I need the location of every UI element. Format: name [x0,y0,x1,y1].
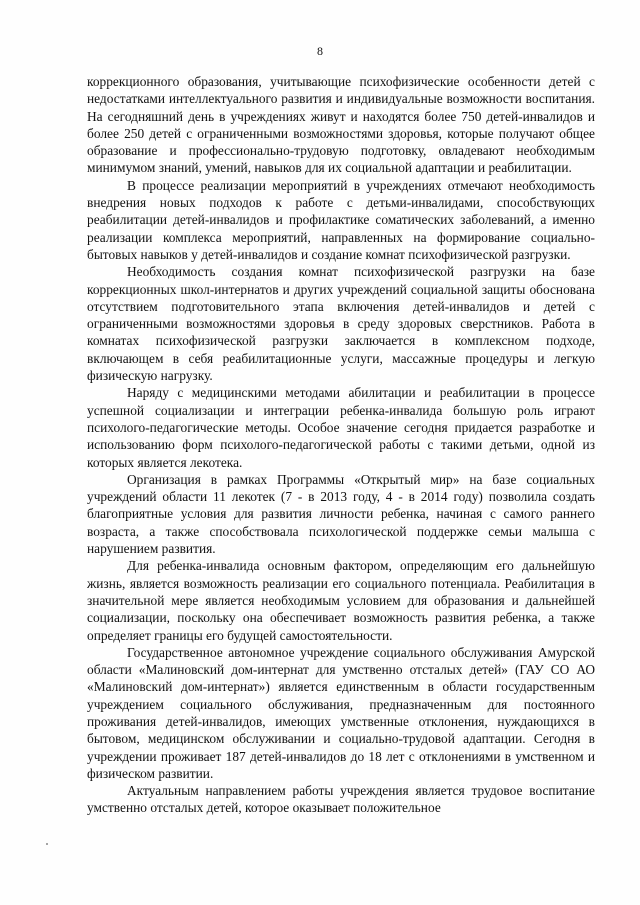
paragraph-psychological-methods: Наряду с медицинскими методами абилитации и реабилитации в процессе успешной социализации и интеграции ребенка-инвалида большую роль играют психолого-педагогические методы. Особое значение сегодня придается разработке и использованию форм психолого-педагогической работы с такими детьми, одной из которых является лекотека. [87,385,595,470]
paragraph-continued: коррекционного образования, учитывающие психофизические особенности детей с недостатками интеллектуального развития и индивидуальные возможности воспитания. На сегодняшний день в учреждениях живут и находятся более 750 детей-инвалидов и более 250 детей с ограниченными возможностями здоровья, которые получают общее образование и профессионально-трудовую подготовку, овладевают необходимым минимумом знаний, умений, навыков для их социальной адаптации и реабилитации. [87,74,595,176]
page-number: 8 [317,44,323,58]
paragraph-malinovsky-home: Государственное автономное учреждение социального обслуживания Амурской области «Малиновский дом-интернат для умственно отсталых детей» (ГАУ СО АО «Малиновский дом-интернат») является единственным в области государственным учреждением социального обслуживания, предназначенным для постоянного проживания детей-инвалидов, имеющих умственные отклонения, нуждающихся в бытовом, медицинском обслуживании и социально-трудовой адаптации. Сегодня в учреждении проживает 187 детей-инвалидов до 18 лет с отклонениями в умственном и физическом развитии. [87,644,595,781]
scan-dot-mark [46,843,48,845]
paragraph-relaxation-rooms: Необходимость создания комнат психофизической разгрузки на базе коррекционных школ-интернатов и других учреждений социальной защиты обоснована отсутствием подготовительного этапа включения детей-инвалидов и детей с ограниченными возможностями здоровья в среду здоровых сверстников. Работа в комнатах психофизической разгрузки заключается в комплексном подходе, включающем в себя реабилитационные услуги, массажные процедуры и легкую физическую нагрузку. [87,264,595,384]
paragraph-labor-education: Актуальным направлением работы учреждения является трудовое воспитание умственно отсталых детей, которое оказывает положительное [87,783,595,816]
paragraph-rehabilitation: Для ребенка-инвалида основным фактором, определяющим его дальнейшую жизнь, является возможность реализации его социального потенциала. Реабилитация в значительной мере является необходимым условием для образования и дальнейшей социализации, поскольку она обеспечивает возможность развития ребенка, а также определяет границы его будущей самостоятельности. [87,558,595,643]
paragraph-open-world-program: Организация в рамках Программы «Открытый мир» на базе социальных учреждений области 11 лекотек (7 - в 2013 году, 4 - в 2014 году) позволила создать благоприятные условия для развития личности ребенка, начиная с самого раннего возраста, а также способствовала психологической поддержке семьи малыша с нарушением развития. [87,471,595,557]
body-text [87,73,595,817]
paragraph-implementation-process: В процессе реализации мероприятий в учреждениях отмечают необходимость внедрения новых подходов к работе с детьми-инвалидами, способствующих реабилитации детей-инвалидов и профилактике соматических заболеваний, а именно реализации комплекса мероприятий, направленных на формирование социально-бытовых навыков у детей-инвалидов и создание комнат психофизической разгрузки. [87,177,595,262]
